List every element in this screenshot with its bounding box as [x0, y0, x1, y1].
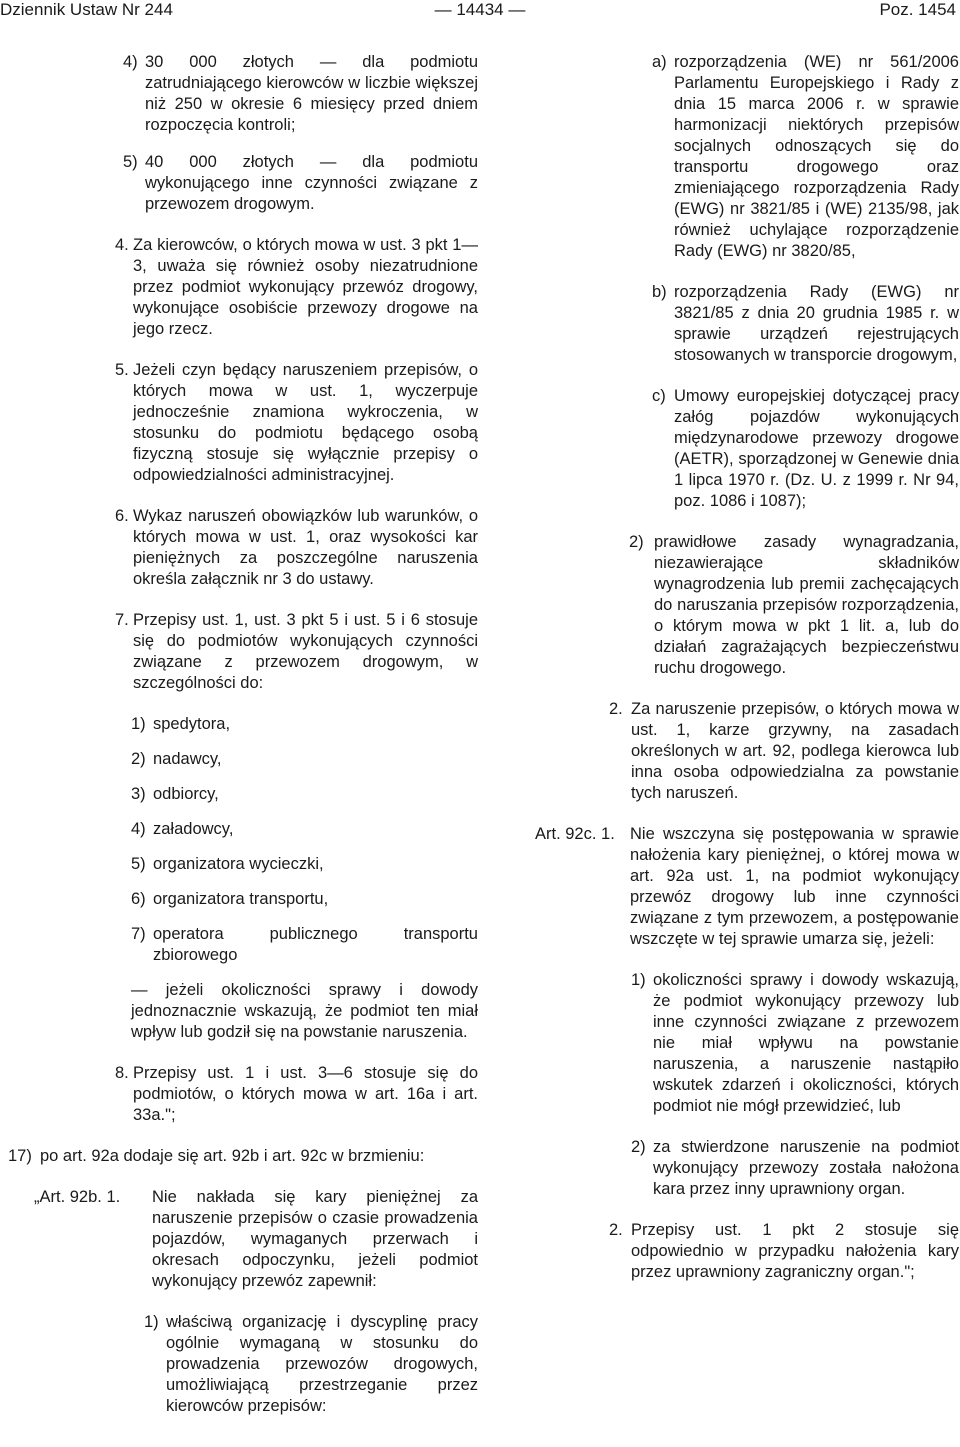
- item-text: Przepisy ust. 1 i ust. 3—6 stosuje się do podmiotów, o których mowa w art. 16a i art. 33a.";: [133, 1064, 478, 1124]
- item-label: 17): [8, 1147, 32, 1165]
- item-text: odbiorcy,: [153, 785, 219, 803]
- article-label: Art. 92c. 1.: [535, 825, 615, 843]
- paragraph-point-5: [8, 152, 478, 215]
- list-item: [131, 889, 478, 910]
- article-text: Nie nakłada się kary pieniężnej za naruszenie przepisów o czasie prowadzenia pojazdów, wymaganych przerwach i okresach odpoczynku, jeżeli podmiot wykonujący przewóz zapewnił:: [152, 1188, 478, 1290]
- article-92c-point-2: [535, 1137, 959, 1200]
- article-text: Nie wszczyna się postępowania w sprawie nałożenia kary pieniężnej, o której mowa w art. 92a ust. 1, na podmiot wykonujący przewóz drogowy lub inne czynności związane z tym przewozem, a postępowanie wszczęte w tej sprawie umarza się, jeżeli:: [630, 825, 959, 948]
- letter-b: [535, 282, 959, 366]
- list-item: [131, 784, 478, 805]
- section-7: [8, 610, 478, 694]
- page-number: — 14434 —: [434, 0, 526, 19]
- item-text: Przepisy ust. 1, ust. 3 pkt 5 i ust. 5 i 6 stosuje się do podmiotów wykonujących czynności związane z przewozem drogowym, w szczególności do:: [133, 611, 478, 692]
- point-17: [8, 1146, 478, 1167]
- item-label: 7.: [115, 611, 129, 629]
- item-label: 5): [131, 855, 146, 873]
- item-label: a): [652, 53, 667, 71]
- item-text: organizatora wycieczki,: [153, 855, 324, 873]
- item-text: operatora publicznego transportu zbiorowego: [153, 925, 478, 964]
- list-item: [131, 714, 478, 735]
- item-label: 4): [131, 820, 146, 838]
- article-92c-section-2: [535, 1220, 959, 1283]
- item-label: 1): [131, 715, 146, 733]
- item-label: 2): [629, 533, 644, 551]
- item-text: Za kierowców, o których mowa w ust. 3 pkt 1—3, uważa się również osoby niezatrudnione przez podmiot wykonujący przewóz drogowy, wykonujące osobiście przewozy drogowe na jego rzecz.: [133, 236, 478, 338]
- section-2: [535, 699, 959, 804]
- item-text: załadowcy,: [153, 820, 234, 838]
- item-text: właściwą organizację i dyscyplinę pracy ogólnie wymaganą w stosunku do prowadzenia przewozów drogowych, umożliwiającą przestrzeganie przez kierowców przepisów:: [166, 1313, 478, 1415]
- section-8: [8, 1063, 478, 1126]
- position-number: Poz. 1454: [879, 0, 956, 19]
- section-4: [8, 235, 478, 340]
- item-label: b): [652, 283, 667, 301]
- article-92b: [8, 1187, 478, 1292]
- item-text: Umowy europejskiej dotyczącej pracy załóg pojazdów wykonujących międzynarodowe przewozy drogowe (AETR), sporządzonej w Genewie dnia 1 lipca 1970 r. (Dz. U. z 1999 r. Nr 94, poz. 1086 i 1087);: [674, 387, 959, 510]
- item-text: 40 000 złotych — dla podmiotu wykonującego inne czynności związane z przewozem drogowym.: [145, 153, 478, 213]
- item-label: 2.: [609, 1221, 623, 1239]
- letter-a: [535, 52, 959, 262]
- item-text: Przepisy ust. 1 pkt 2 stosuje się odpowiednio w przypadku nałożenia kary przez uprawniony zagraniczny organ.";: [631, 1221, 959, 1281]
- item-text: rozporządzenia (WE) nr 561/2006 Parlamentu Europejskiego i Rady z dnia 15 marca 2006 r. w sprawie harmonizacji niektórych przepisów socjalnych odnoszących się do transportu drogowego oraz zmieniającego rozporządzenia Rady (EWG) nr 3821/85 i (WE) 2135/98, jak również uchylające rozporządzenie Rady (EWG) nr 3820/85,: [674, 53, 959, 260]
- item-text: okoliczności sprawy i dowody wskazują, że podmiot wykonujący przewozy lub inne czynności związane z przewozem nie miał wpływu na powstanie naruszenia, a naruszenie nastąpiło wskutek zdarzeń i okoliczności, których podmiot nie mógł przewidzieć, lub: [653, 971, 959, 1115]
- section-6: [8, 506, 478, 590]
- item-text: rozporządzenia Rady (EWG) nr 3821/85 z dnia 20 grudnia 1985 r. w sprawie urządzeń rejestrujących stosowanych w transporcie drogowym,: [674, 283, 959, 364]
- item-text: po art. 92a dodaje się art. 92b i art. 92c w brzmieniu:: [40, 1147, 425, 1165]
- item-label: 7): [131, 925, 146, 943]
- letter-c: [535, 386, 959, 512]
- item-label: 5.: [115, 361, 129, 379]
- item-label: 4): [123, 53, 138, 71]
- list-item: [131, 819, 478, 840]
- item-label: 2): [631, 1138, 646, 1156]
- item-text: Za naruszenie przepisów, o których mowa w ust. 1, karze grzywny, na zasadach określonych w art. 92, podlega kierowca lub inna osoba odpowiedzialna za powstanie tych naruszeń.: [631, 700, 959, 802]
- paragraph-point-4: [8, 52, 478, 136]
- section-5: [8, 360, 478, 486]
- item-text: nadawcy,: [153, 750, 222, 768]
- article-92c: [535, 824, 959, 950]
- item-label: 5): [123, 153, 138, 171]
- item-text: Wykaz naruszeń obowiązków lub warunków, o których mowa w ust. 1, oraz wysokości kar pieniężnych za poszczególne naruszenia określa załącznik nr 3 do ustawy.: [133, 507, 478, 588]
- article-92c-point-1: [535, 970, 959, 1117]
- journal-title: Dziennik Ustaw Nr 244: [0, 0, 173, 19]
- article-92b-point-1: [8, 1312, 478, 1417]
- item-text: 30 000 złotych — dla podmiotu zatrudniającego kierowców w liczbie większej niż 250 w okresie 6 miesięcy przed dniem rozpoczęcia kontroli;: [145, 53, 478, 134]
- item-label: 1): [631, 971, 646, 989]
- item-label: 4.: [115, 236, 129, 254]
- item-text: za stwierdzone naruszenie na podmiot wykonujący przewozy została nałożona kara przez inny uprawniony organ.: [653, 1138, 959, 1198]
- item-label: 2): [131, 750, 146, 768]
- list-item: [131, 854, 478, 875]
- item-label: 8.: [115, 1064, 129, 1082]
- item-label: 2.: [609, 700, 623, 718]
- point-2: [535, 532, 959, 679]
- item-text: spedytora,: [153, 715, 231, 733]
- item-label: c): [652, 387, 666, 405]
- item-text: prawidłowe zasady wynagradzania, niezawierające składników wynagrodzenia lub premii zachęcających do naruszania przepisów rozporządzenia, o którym mowa w pkt 1 lit. a, lub do działań zagrażających bezpieczeństwu ruchu drogowego.: [654, 533, 959, 677]
- page-header: [0, 0, 960, 22]
- item-label: 1): [144, 1313, 159, 1331]
- item-label: 3): [131, 785, 146, 803]
- item-label: 6.: [115, 507, 129, 525]
- list-item: [131, 924, 478, 966]
- section-7-list: [8, 714, 478, 1043]
- right-column: [535, 52, 959, 1283]
- item-label: 6): [131, 890, 146, 908]
- left-column: [8, 52, 478, 1417]
- list-item: [131, 749, 478, 770]
- item-text: organizatora transportu,: [153, 890, 329, 908]
- item-text: Jeżeli czyn będący naruszeniem przepisów, o których mowa w ust. 1, wyczerpuje jednocześnie znamiona wykroczenia, w stosunku do podmiotu będącego osobą fizyczną stosuje się wyłącznie przepisy o odpowiedzialności administracyjnej.: [133, 361, 478, 484]
- dash-clause: — jeżeli okoliczności sprawy i dowody jednoznacznie wskazują, że podmiot ten miał wpływ lub godził się na powstanie naruszenia.: [131, 981, 478, 1041]
- article-label: „Art. 92b. 1.: [34, 1188, 121, 1206]
